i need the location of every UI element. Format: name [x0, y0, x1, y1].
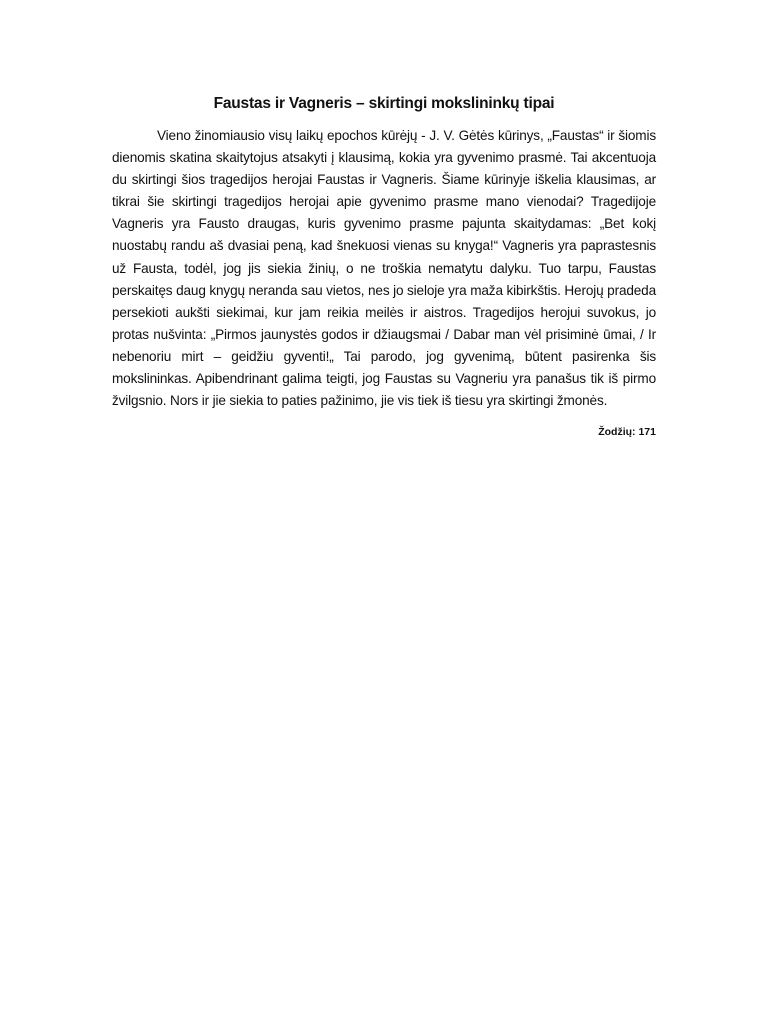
document-title: Faustas ir Vagneris – skirtingi mokslininkų tipai	[213, 95, 555, 112]
word-count-label: Žodžių: 171	[598, 426, 656, 438]
document-body-paragraph: Vieno žinomiausio visų laikų epochos kūrėjų - J. V. Gėtės kūrinys, „Faustas“ ir šiomis dienomis skatina skaitytojus atsakyti į klausimą, kokia yra gyvenimo prasmė. Tai akcentuoja du skirtingi šios tragedijos herojai Faustas ir Vagneris. Šiame kūrinyje iškelia klausimas, ar tikrai šie skirtingi tragedijos herojai apie gyvenimo prasme mano vienodai? Tragedijoje Vagneris yra Fausto draugas, kuris gyvenimo prasme pajunta skaitydamas: „Bet kokį nuostabų randu aš dvasiai peną, kad šnekuosi vienas su knyga!“ Vagneris yra paprastesnis už Fausta, todėl, jog jis siekia žinių, o ne troškia nematytu dalyku. Tuo tarpu, Faustas perskaitęs daug knygų neranda sau vietos, nes jo sieloje yra maža kibirkštis. Herojų pradeda persekioti aukšti siekimai, kur jam reikia meilės ir aistros. Tragedijos herojui suvokus, jo protas nušvinta: „Pirmos jaunystės godos ir džiaugsmai / Dabar man vėl prisiminė ūmai, / Ir nebenoriu mirt – geidžiu gyventi!„ Tai parodo, jog gyvenimą, būtent pasirenka šis mokslininkas. Apibendrinant galima teigti, jog Faustas su Vagneriu yra panašus tik iš pirmo žvilgsnio. Nors ir jie siekia to paties pažinimo, jie vis tiek iš tiesu yra skirtingi žmonės.	[112, 128, 656, 409]
